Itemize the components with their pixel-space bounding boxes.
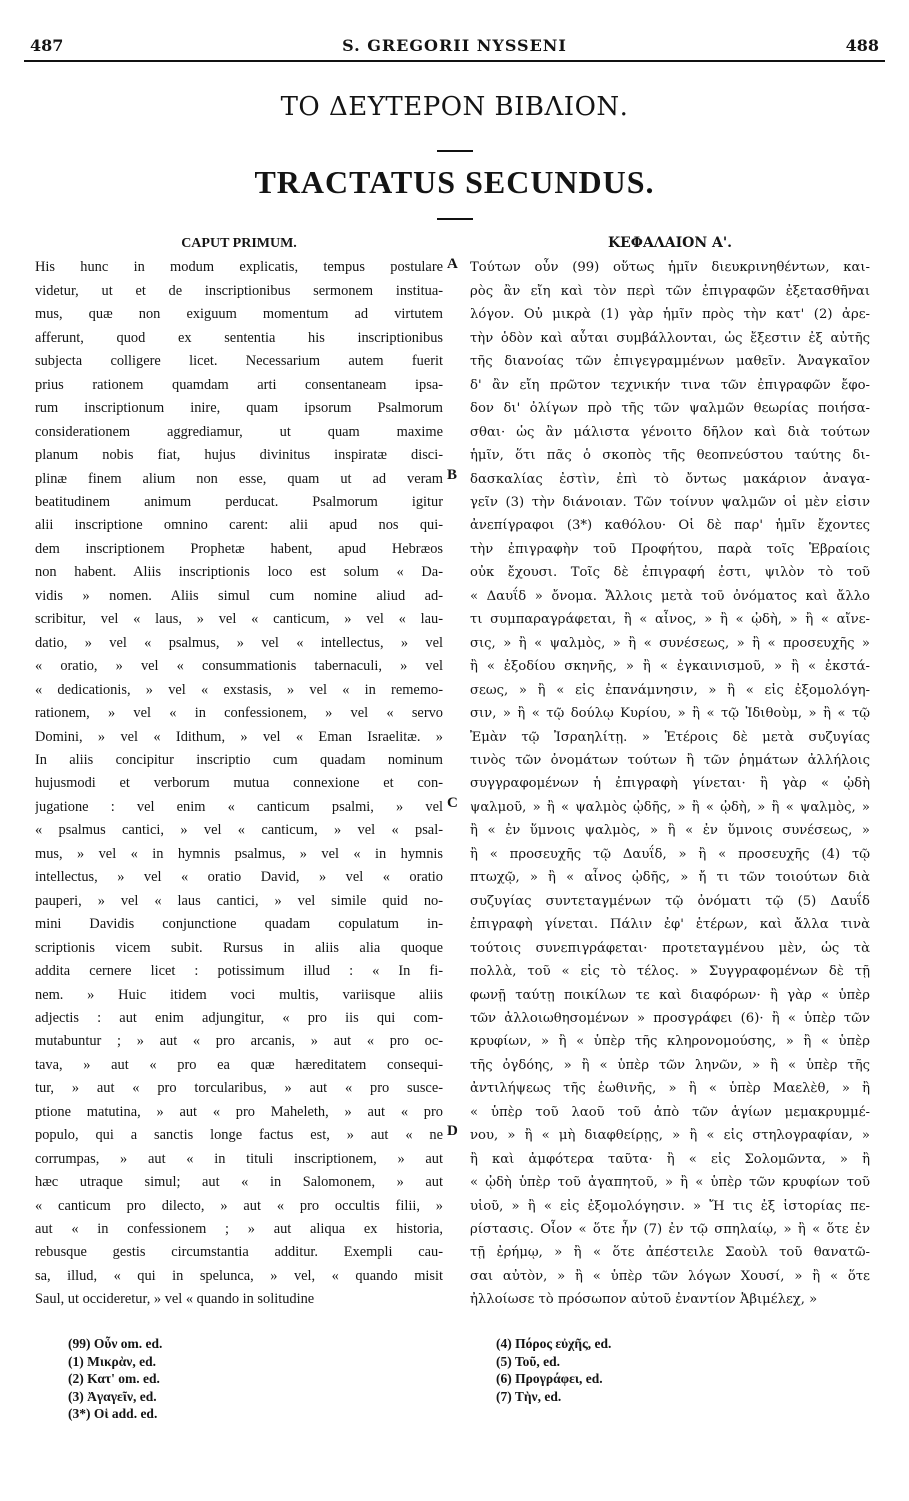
latin-text-line: « oratio, » vel « consummationis tabernaculi, » vel [35,658,443,675]
greek-text-line: « Δαυΐδ » ὄνομα. Ἄλλοις μετὰ τοῦ ὀνόματος καὶ ἄλλο [470,588,870,604]
latin-text-line: rationem, » vel « in confessionem, » vel « servo [35,705,443,722]
greek-text-line: γεῖν (3) τὴν διάνοιαν. Τῶν τοίνυν ψαλμῶν οἱ μὲν εἰσιν [470,494,870,510]
latin-text-line: ptione matutina, » aut « pro Maheleth, » aut « pro [35,1103,443,1120]
footnote: (3*) Οἱ add. ed. [68,1406,158,1421]
latin-text-line: adjectis : aut enim adjungitur, « pro iis qui com- [35,1009,443,1026]
greek-text-line: οὐκ ἔχουσι. Τοῖς δὲ ἐπιγραφή ἐστι, ψιλὸν τὸ τοῦ [470,565,870,581]
latin-text-line: jugatione : vel enim « canticum psalmi, » vel [35,798,443,815]
greek-text-line: σις, » ἢ « ψαλμὸς, » ἢ « συνέσεως, » ἢ « προσευχῆς » [470,635,870,651]
latin-text-line: beatitudinem animum perducat. Psalmorum igitur [35,493,443,510]
greek-text-line: ἡμῖν, ὅτι πᾶς ὁ σκοπὸς τῆς θεοπνεύστου ταύτης δι- [470,448,870,464]
greek-text-line: πολλὰ, τοῦ « εἰς τὸ τέλος. » Συγγραφομένων δὲ τῇ [470,964,870,980]
greek-text-line: δασκαλίας ἐστὶν, ἐπὶ τὸ ὄντως μακάριον ἀναγα- [470,471,870,487]
greek-text-line: υἱοῦ, » ἢ « εἰς ἐξομολόγησιν. » Ἤ τις ἐξ ἱστορίας πε- [470,1198,870,1214]
latin-text-line: tur, » aut « pro torcularibus, » aut « pro susce- [35,1080,443,1097]
latin-text-column [35,232,443,1312]
margin-letter-c: C [447,795,458,811]
latin-text-line: rebusque gestis circumstantia additur. Exempli cau- [35,1244,443,1261]
greek-text-line: Ἐμὰν τῷ Ἰσραηλίτῃ. » Ἑτέροις δὲ μετὰ συζυγίας [470,729,870,745]
greek-text-line: σιν, » ἢ « τῷ δούλῳ Κυρίου, » ἢ « τῷ Ἰδιθοὺμ, » ἢ « τῷ [470,706,870,722]
greek-text-line: δον δι' ὀλίγων πρὸ τῆς τῶν ψαλμῶν θεωρίας ποιήσα- [470,401,870,417]
latin-text-line: sa, illud, « qui in spelunca, » vel, « quando misit [35,1267,443,1284]
greek-text-line: τινὸς τῶν ὀνομάτων τούτων ἢ τῶν ῥημάτων ἀλλήλοις [470,752,870,768]
margin-letter-b: B [447,467,458,483]
running-title: S. GREGORII NYSSENI [342,36,567,55]
latin-text-line: planum nobis fiat, hujus divinitus inspiratæ disci- [35,447,443,464]
greek-text-line: τῇ ἐρήμῳ, » ἢ « ὅτε ἀπέστειλε Σαοὺλ τοῦ θανατῶ- [470,1245,870,1261]
greek-text-line: « ᾠδὴ ὑπὲρ τοῦ ἀγαπητοῦ, » ἢ « ὑπὲρ τῶν κρυφίων τοῦ [470,1175,870,1191]
latin-text-line: Domini, » vel « Idithum, » vel « Eman Israelitæ. » [35,728,443,745]
greek-text-line: λόγον. Οὐ μικρὰ (1) γὰρ ἡμῖν πρὸς τὴν κατ' (2) ἀρε- [470,307,870,323]
greek-text-line: ἐπιγραφὴ γίνεται. Πάλιν ἐφ' ἑτέρων, καὶ ἄλλα τινὰ [470,917,870,933]
latin-text-line: dem inscriptionem Prophetæ habent, apud Hebræos [35,540,443,557]
latin-text-line: pauperi, » vel « laus cantici, » vel simile quid no- [35,892,443,909]
greek-text-line: συζυγίας συντεταγμένων τῷ ὀνόματι τῷ (5) Δαυΐδ [470,893,870,909]
greek-text-line: ἢ καὶ ἀμφότερα ταῦτα· ἢ « εἰς Σολομῶντα, » ἢ [470,1151,870,1167]
greek-text-line: σθαι· ὡς ἂν μάλιστα γένοιτο δῆλον καὶ διὰ τούτων [470,424,870,440]
latin-text-line: scriptionis vicem subit. Rursus in aliis alia quoque [35,939,443,956]
greek-text-column [470,232,870,1312]
greek-text-line: τῆς διανοίας τῶν ἐπιγεγραμμένων μαθεῖν. Ἀναγκαῖον [470,354,870,370]
latin-text-line: subjecta colligere licet. Necessarium autem fuerit [35,353,443,370]
greek-text-line: ρίστασις. Οἷον « ὅτε ἦν (7) ἐν τῷ σπηλαίῳ, » ἢ « ὅτε ἐν [470,1222,870,1238]
title-separator-dash [437,150,473,152]
footnote: (5) Τοῦ, ed. [496,1353,561,1369]
latin-text-line: His hunc in modum explicatis, tempus postulare [35,259,443,276]
latin-text-line: aut « in confessionem ; » aut aliqua ex historia, [35,1221,443,1238]
left-column-number: 487 [30,36,64,55]
footnote: (3) Ἀγαγεῖν, ed. [68,1388,157,1404]
latin-text-line: « canticum pro dilecto, » aut « pro occultis filii, » [35,1197,443,1214]
greek-text-line: δ' ἂν εἴη πρῶτον τεχνικήν τινα τῶν ἐπιγραφῶν ἔφο- [470,377,870,393]
latin-text-line: datio, » vel « psalmus, » vel « intellectus, » vel [35,634,443,651]
latin-text-line: tava, » aut « pro ea quæ hæreditatem consequi- [35,1056,443,1073]
latin-text-line: « dedicationis, » vel « exstasis, » vel « in rememo- [35,681,443,698]
greek-text-line: ἠλλοίωσε τὸ πρόσωπον αὐτοῦ ἐναντίον Ἀβιμέλεχ, » [470,1292,818,1308]
greek-text-line: Τούτων οὖν (99) οὕτως ἡμῖν διευκρινηθέντων, και- [470,260,870,276]
greek-text-line: ἢ « προσευχῆς τῷ Δαυΐδ, » ἢ « προσευχῆς (4) τῷ [470,846,870,862]
greek-text-line: ρὸς ἂν εἴη καὶ τὸν περὶ τῶν ἐπιγραφῶν ἐξετασθῆναι [470,283,870,299]
margin-letter-d: D [447,1123,458,1139]
latin-text-line: hæc utraque simul; aut « in Salomonem, » aut [35,1174,443,1191]
greek-text-line: τι συμπαραγράφεται, ἢ « αἶνος, » ἢ « ᾠδὴ, » ἢ « αἴνε- [470,612,870,628]
greek-book-title: ΤΟ ΔΕΥΤΕΡΟΝ ΒΙΒΛΙΟΝ. [280,92,629,122]
footnote: (6) Προγράφει, ed. [496,1371,603,1386]
footnote: (99) Οὖν om. ed. [68,1336,163,1351]
greek-text-line: σεως, » ἢ « εἰς ἐπανάμνησιν, » ἢ « εἰς ἐξομολόγη- [470,682,870,698]
greek-text-line: ἢ « ἐξοδίου σκηνῆς, » ἢ « ἐγκαινισμοῦ, » ἢ « ἐκστά- [470,659,870,675]
latin-text-line: non habent. Aliis inscriptionis loco est solum « Da- [35,564,443,581]
latin-text-line: vidis » nomen. Aliis simul cum nomine aliud ad- [35,587,443,604]
latin-text-line: mini Davidis conjunctione quadam copulatum in- [35,916,443,933]
greek-text-line: τῶν ἀλλοιωθησομένων » προσγράφει (6)· ἢ « ὑπὲρ τῶν [470,1010,870,1026]
latin-text-line: « psalmus cantici, » vel « canticum, » vel « psal- [35,822,443,839]
greek-text-line: φωνῇ ταύτῃ ποικίλων τε καὶ διαφόρων· ἢ γὰρ « ὑπὲρ [470,987,870,1003]
title-separator-dash [437,218,473,220]
latin-book-title: TRACTATUS SECUNDUS. [254,164,655,200]
greek-text-line: ἀνεπίγραφοι (3*) καθόλου· Οἱ δὲ παρ' ἡμῖν ἔχοντες [470,518,870,534]
latin-text-line: rum inscriptionum inire, quam ipsorum Psalmorum [35,400,443,417]
latin-chapter-heading: CAPUT PRIMUM. [181,236,297,251]
latin-text-line: considerationem aggrediamur, ut quam maxime [35,423,443,440]
greek-text-line: « ὑπὲρ τοῦ λαοῦ τοῦ ἀπὸ τῶν ἁγίων μεμακρυμμέ- [470,1104,870,1120]
greek-text-line: σαι αὐτὸν, » ἢ « ὑπὲρ τῶν λόγων Χουσί, » ἢ « ὅτε [470,1268,870,1284]
latin-text-line: populo, qui a sanctis longe factus est, » aut « ne [35,1127,443,1144]
left-footnotes [68,1335,408,1423]
greek-text-line: τὴν ἐπιγραφὴν τοῦ Προφήτου, παρὰ τοῖς Ἑβραίοις [470,541,870,557]
latin-text-line: videtur, ut et de inscriptionibus sermonem institua- [35,282,443,299]
latin-text-line: intellectus, » vel « oratio David, » vel « oratio [35,869,443,886]
latin-text-line: Saul, ut occideretur, » vel « quando in solitudine [35,1291,315,1308]
greek-text-line: τούτοις συνεπιγράφεται· προτεταγμένου μὲν, ὡς τὰ [470,940,870,956]
latin-text-line: afferunt, quod ex sententia his inscriptionibus [35,329,443,346]
greek-text-line: τὴν ὁδὸν καὶ αὗται συμβάλλονται, ὡς ἔξεστιν ἐξ αὐτῆς [470,330,870,346]
footnote: (4) Πόρος εὐχῆς, ed. [496,1336,612,1351]
greek-text-line: ἀντιλήψεως τῆς ἑωθινῆς, » ἢ « ὑπὲρ Μαελὲθ, » ἢ [470,1081,870,1097]
greek-text-line: ψαλμοῦ, » ἢ « ψαλμὸς ᾠδῆς, » ἢ « ᾠδὴ, » ἢ « ψαλμὸς, » [470,799,870,815]
footnote: (7) Τὴν, ed. [496,1388,562,1404]
greek-text-line: πτωχῷ, » ἢ « αἶνος ᾠδῆς, » ἤ τι τῶν τοιούτων διὰ [470,870,870,886]
latin-text-line: addita cernere licet : potissimum illud : « In fi- [35,963,443,980]
greek-text-line: κρυφίων, » ἢ « ὑπὲρ τῆς κληρονομούσης, » ἢ « ὑπὲρ [470,1034,870,1050]
latin-text-line: plinæ finem alium non esse, quam ut ad veram [35,470,443,487]
latin-text-line: corrumpas, » aut « in tituli inscriptionem, » aut [35,1150,443,1167]
greek-text-line: τῆς ὀγδόης, » ἢ « ὑπὲρ τῶν ληνῶν, » ἢ « ὑπὲρ τῆς [470,1057,870,1073]
margin-letter-a: A [447,256,458,272]
greek-text-line: συγγραφομένων ἡ ἐπιγραφὴ γίνεται· ἢ γὰρ « ᾠδὴ [470,776,870,792]
running-head [30,30,879,58]
latin-text-line: alii inscriptione omnino carent: alii apud nos qui- [35,517,443,534]
greek-chapter-heading: ΚΕΦΑΛΑΙΟΝ Α'. [607,235,733,251]
latin-text-line: hujusmodi et verborum mutua connexione et con- [35,775,443,792]
latin-text-line: In aliis concipitur inscriptio cum quadam nominum [35,751,443,768]
greek-text-line: ἢ « ἐν ὕμνοις ψαλμὸς, » ἢ « ἐν ὕμνοις συνέσεως, » [470,823,870,839]
greek-text-line: νου, » ἢ « μὴ διαφθείρῃς, » ἢ « εἰς στηλογραφίαν, » [470,1128,870,1144]
footnote: (1) Μικρὰν, ed. [68,1353,156,1369]
right-column-number: 488 [845,36,879,55]
footnote: (2) Κατ' om. ed. [68,1371,160,1386]
latin-text-line: scribitur, vel « laus, » vel « canticum, » vel « lau- [35,611,443,628]
latin-text-line: nem. » Huic itidem voci multis, variisque aliis [35,986,443,1003]
latin-text-line: mutabuntur ; » aut « pro arcanis, » aut « pro oc- [35,1033,443,1050]
latin-text-line: prius rationem quamdam arti consentaneam ipsa- [35,376,443,393]
header-rule [24,60,885,62]
latin-text-line: mus, » vel « in hymnis psalmus, » vel « in hymnis [35,845,443,862]
right-footnotes [496,1335,836,1405]
latin-text-line: mus, quæ non exiguum momentum ad virtutem [35,306,443,323]
